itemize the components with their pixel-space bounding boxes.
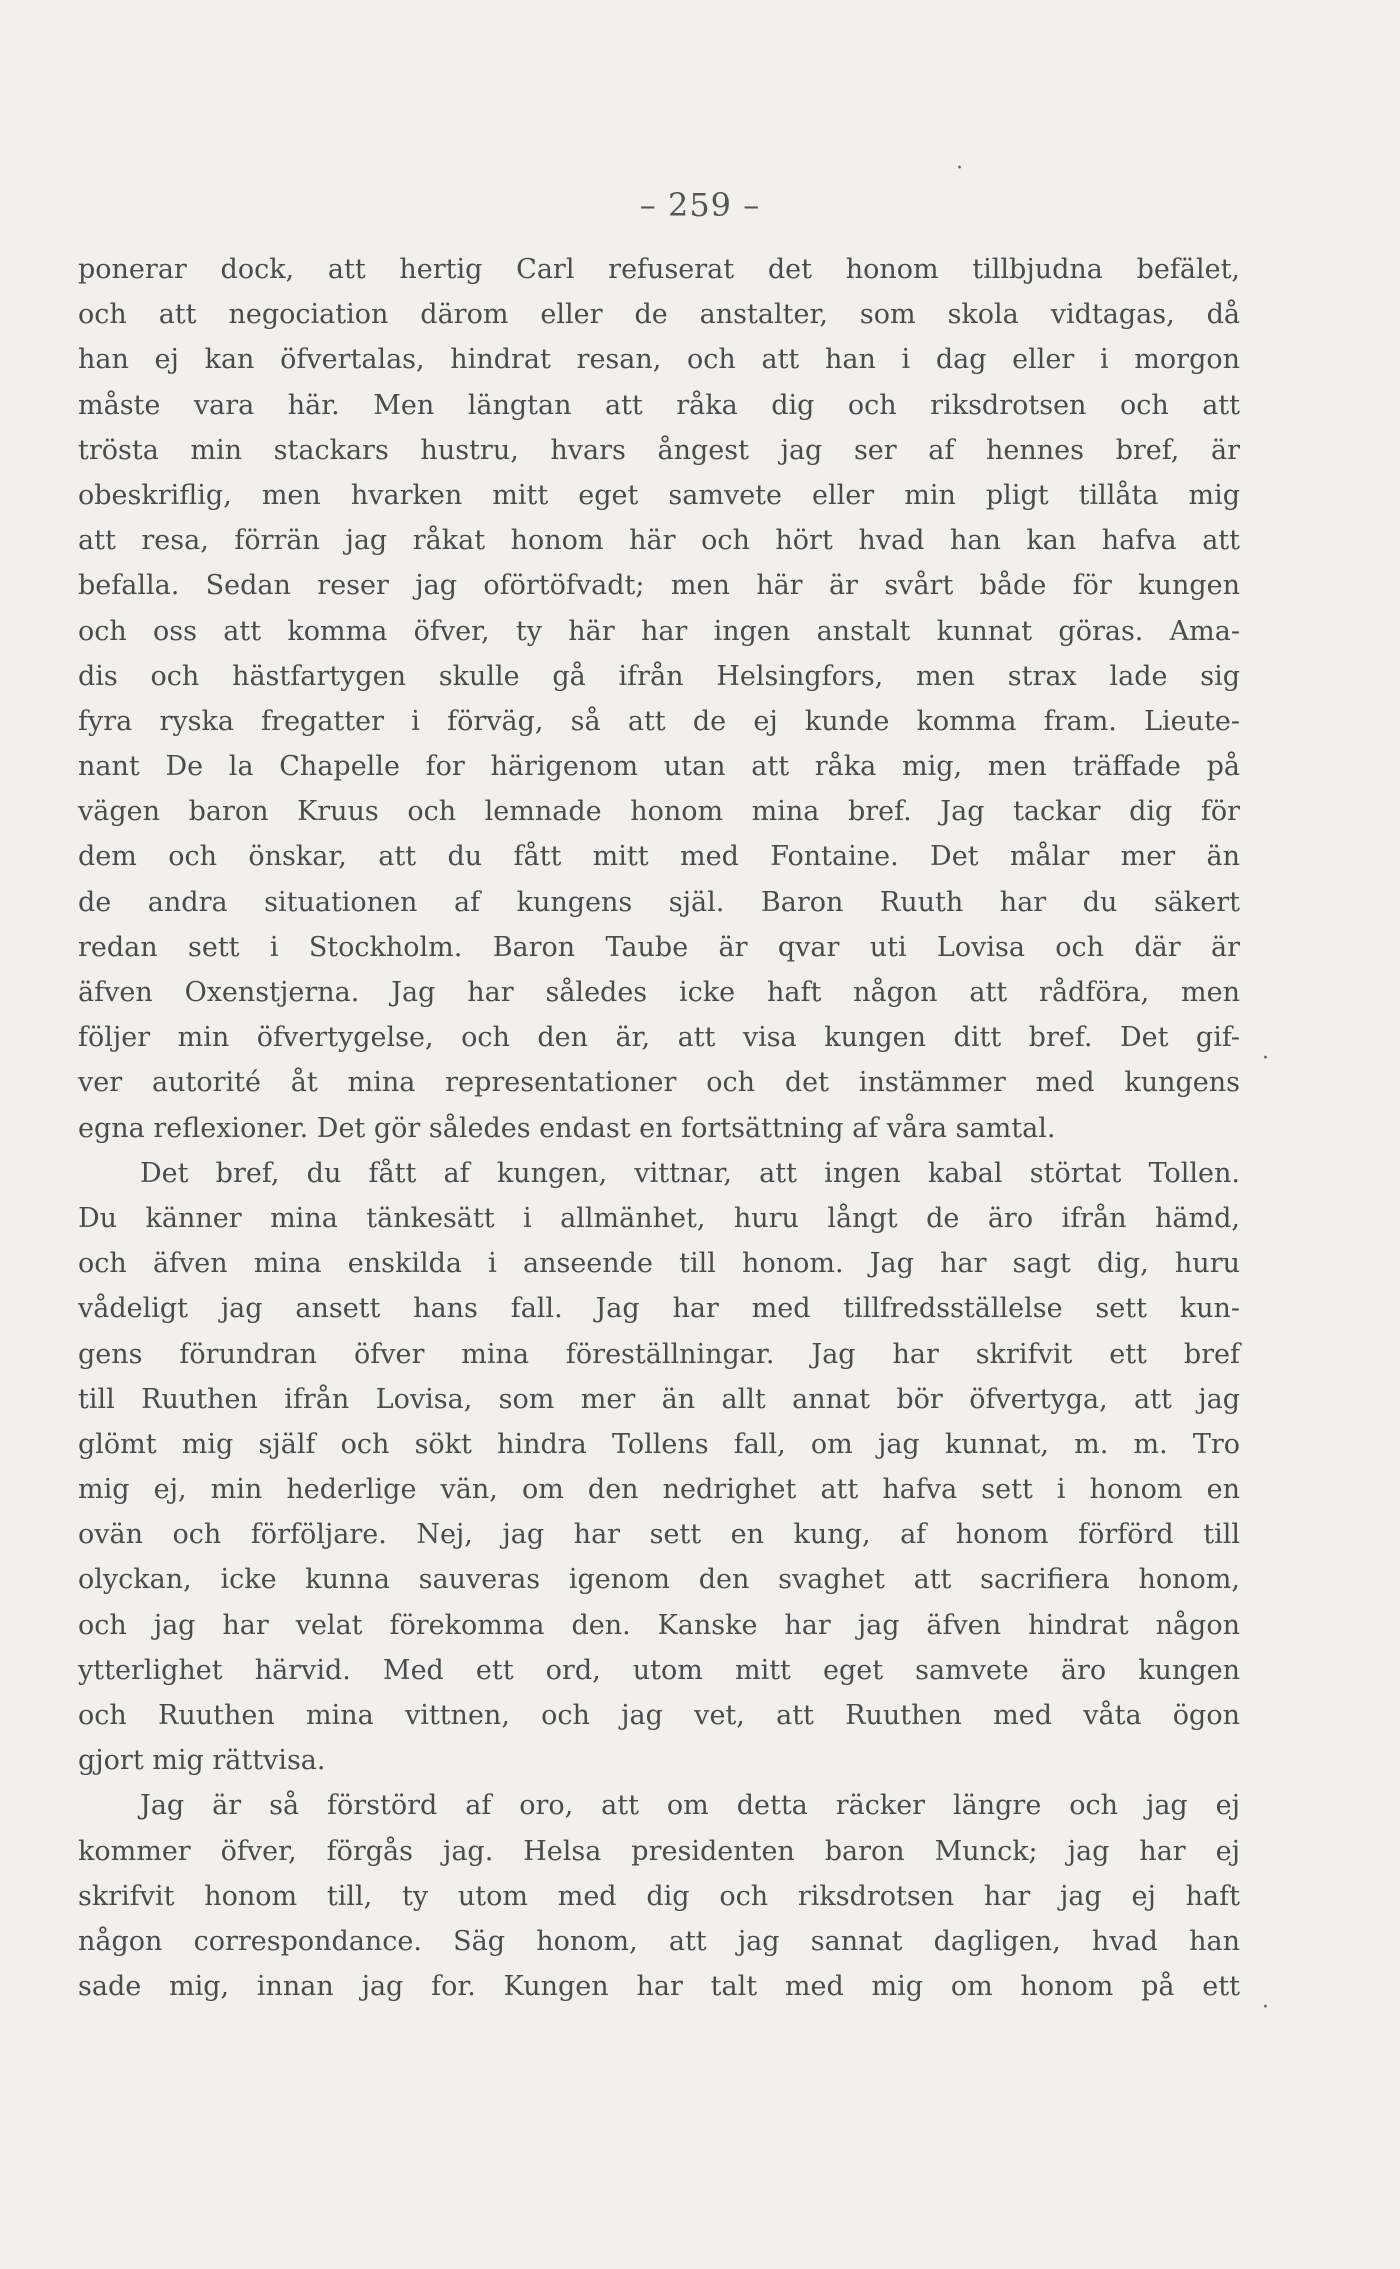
text-line: någon correspondance. Säg honom, att jag sannat dagligen, hvad han — [78, 1925, 1240, 1957]
text-line: mig ej, min hederlige vän, om den nedrighet att hafva sett i honom en — [78, 1474, 1240, 1506]
text-line: egna reflexioner. Det gör således endast en fortsättning af våra samtal. — [78, 1112, 1056, 1144]
text-line: vägen baron Kruus och lemnade honom mina bref. Jag tackar dig för — [78, 796, 1240, 828]
letter-text — [78, 247, 1240, 2009]
text-line: och äfven mina enskilda i anseende till honom. Jag har sagt dig, huru — [78, 1248, 1240, 1280]
text-line: vådeligt jag ansett hans fall. Jag har med tillfredsställelse sett kun- — [78, 1293, 1240, 1325]
text-line: gens förundran öfver mina föreställningar. Jag har skrifvit ett bref — [78, 1338, 1240, 1370]
text-line: ovän och förföljare. Nej, jag har sett en kung, af honom förförd till — [78, 1519, 1240, 1551]
text-line: ver autorité åt mina representationer och det instämmer med kungens — [78, 1067, 1240, 1099]
page-number: – 259 – — [639, 186, 761, 224]
text-line: följer min öfvertygelse, och den är, att visa kungen ditt bref. Det gif- — [78, 1022, 1240, 1054]
text-line: trösta min stackars hustru, hvars ångest jag ser af hennes bref, är — [78, 434, 1240, 466]
text-line: han ej kan öfvertalas, hindrat resan, och att han i dag eller i morgon — [78, 344, 1240, 376]
speck-mark: · — [1262, 1046, 1269, 1071]
speck-mark: · — [1262, 1995, 1269, 2020]
text-line: gjort mig rättvisa. — [78, 1745, 326, 1777]
text-line: nant De la Chapelle for härigenom utan att råka mig, men träffade på — [78, 751, 1240, 783]
speck-mark: · — [956, 156, 963, 181]
text-line: att resa, förrän jag råkat honom här och hört hvad han kan hafva att — [78, 525, 1240, 557]
text-line: Du känner mina tänkesätt i allmänhet, huru långt de äro ifrån hämd, — [78, 1202, 1240, 1234]
text-line: glömt mig själf och sökt hindra Tollens fall, om jag kunnat, m. m. Tro — [78, 1428, 1240, 1460]
text-line: kommer öfver, förgås jag. Helsa presidenten baron Munck; jag har ej — [78, 1835, 1240, 1867]
text-line: ytterlighet härvid. Med ett ord, utom mitt eget samvete äro kungen — [78, 1654, 1240, 1686]
text-line: obeskriflig, men hvarken mitt eget samvete eller min pligt tillåta mig — [78, 479, 1240, 511]
text-line: och oss att komma öfver, ty här har ingen anstalt kunnat göras. Ama- — [78, 615, 1240, 647]
text-line: olyckan, icke kunna sauveras igenom den svaghet att sacrifiera honom, — [78, 1564, 1240, 1596]
text-line: äfven Oxenstjerna. Jag har således icke haft någon att rådföra, men — [78, 977, 1240, 1008]
text-line: dis och hästfartygen skulle gå ifrån Helsingfors, men strax lade sig — [78, 660, 1240, 692]
text-line: sade mig, innan jag for. Kungen har talt med mig om honom på ett — [78, 1971, 1240, 2003]
text-line: skrifvit honom till, ty utom med dig och riksdrotsen har jag ej haft — [78, 1880, 1240, 1912]
text-line: fyra ryska fregatter i förväg, så att de ej kunde komma fram. Lieute- — [78, 705, 1240, 737]
text-line: befalla. Sedan reser jag oförtöfvadt; men här är svårt både för kungen — [78, 570, 1240, 602]
text-line: och jag har velat förekomma den. Kanske har jag äfven hindrat någon — [78, 1609, 1240, 1641]
text-line: till Ruuthen ifrån Lovisa, som mer än allt annat bör öfvertyga, att jag — [78, 1383, 1240, 1415]
text-line: de andra situationen af kungens själ. Baron Ruuth har du säkert — [78, 886, 1240, 918]
text-line: Jag är så förstörd af oro, att om detta räcker längre och jag ej — [140, 1790, 1240, 1822]
text-line: Det bref, du fått af kungen, vittnar, att ingen kabal störtat Tollen. — [140, 1157, 1240, 1189]
text-line: ponerar dock, att hertig Carl refuserat det honom tillbjudna befälet, — [78, 254, 1240, 285]
text-line: måste vara här. Men längtan att råka dig och riksdrotsen och att — [78, 389, 1240, 421]
text-line: och att negociation därom eller de anstalter, som skola vidtagas, då — [78, 299, 1240, 331]
text-line: redan sett i Stockholm. Baron Taube är qvar uti Lovisa och där är — [78, 931, 1240, 963]
text-line: och Ruuthen mina vittnen, och jag vet, att Ruuthen med våta ögon — [78, 1700, 1240, 1731]
text-line: dem och önskar, att du fått mitt med Fontaine. Det målar mer än — [78, 841, 1240, 873]
